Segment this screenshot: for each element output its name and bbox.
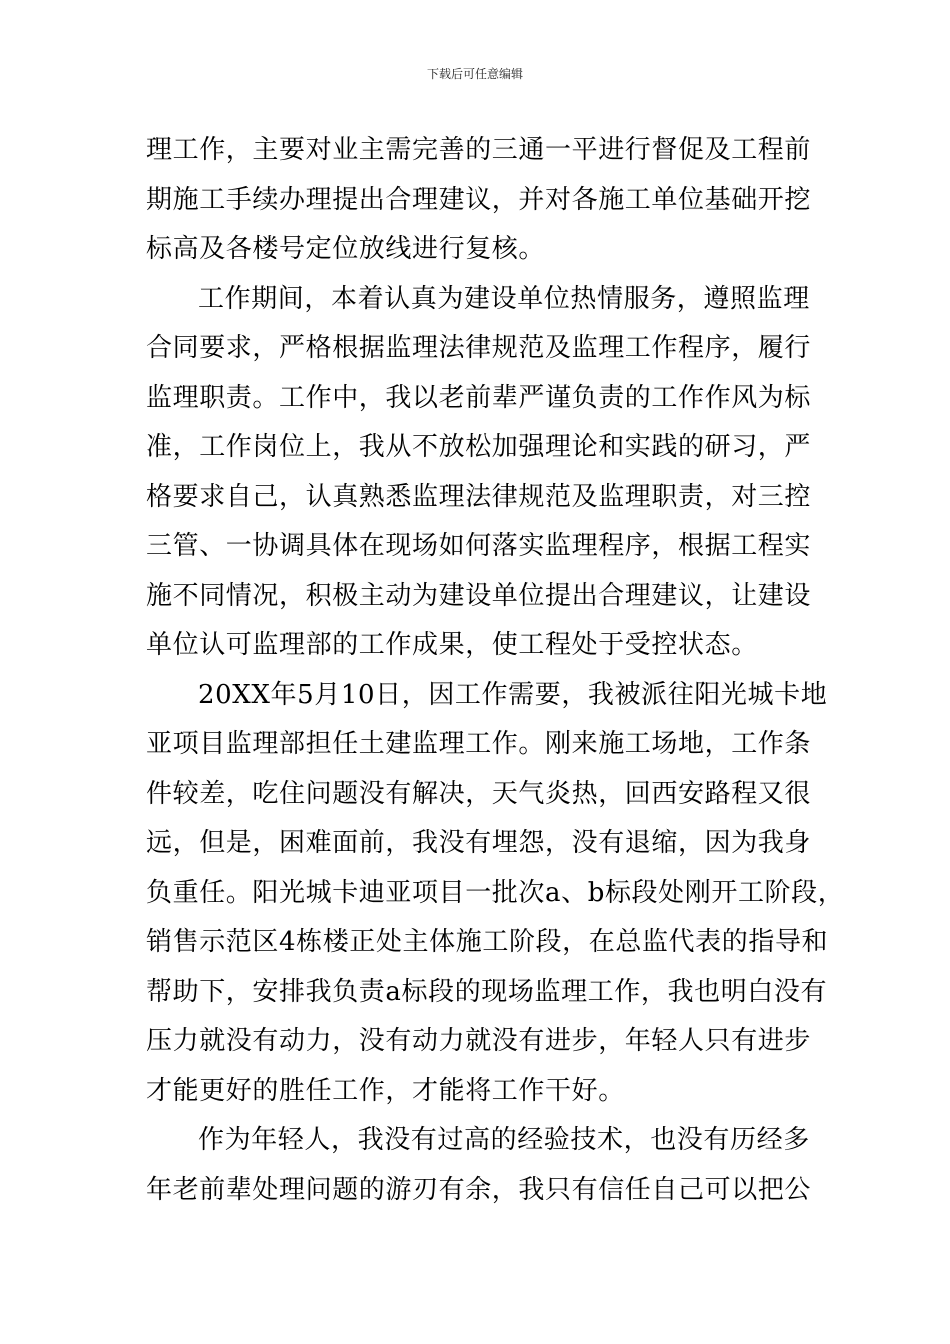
text-line: 才能更好的胜任工作，才能将工作干好。 — [146, 1075, 625, 1106]
paragraph-4 — [146, 1116, 826, 1215]
text-line: 格要求自己，认真熟悉监理法律规范及监理职责，对三控 — [146, 481, 812, 512]
text-line: 工作期间，本着认真为建设单位热情服务，遵照监理 — [198, 283, 810, 314]
document-body — [146, 126, 845, 1215]
paragraph-2 — [146, 275, 826, 671]
text-line: 远，但是，困难面前，我没有埋怨，没有退缩，因为我身 — [146, 828, 812, 858]
paragraph-1 — [146, 126, 826, 275]
text-line: 年老前辈处理问题的游刃有余，我只有信任自己可以把公 — [146, 1174, 812, 1205]
text-line: 20XX年5月10日，因工作需要，我被派往阳光城卡地 — [198, 679, 828, 710]
page-header: 下载后可任意编辑 — [426, 67, 523, 81]
text-line: 作为年轻人，我没有过高的经验技术，也没有历经多 — [198, 1125, 810, 1155]
text-line: 合同要求，严格根据监理法律规范及监理工作程序，履行 — [146, 333, 812, 363]
text-line: 标高及各楼号定位放线进行复核。 — [146, 234, 546, 264]
text-line: 施不同情况，积极主动为建设单位提出合理建议，让建设 — [146, 580, 812, 611]
text-line: 件较差，吃住问题没有解决，天气炎热，回西安路程又很 — [146, 778, 812, 809]
text-line: 压力就没有动力，没有动力就没有进步，年轻人只有进步 — [146, 1026, 812, 1056]
text-line: 准，工作岗位上，我从不放松加强理论和实践的研习，严 — [146, 432, 812, 462]
text-line: 负重任。阳光城卡迪亚项目一批次a、b标段处刚开工阶段， — [146, 877, 845, 908]
text-line: 单位认可监理部的工作成果，使工程处于受控状态。 — [146, 630, 758, 660]
text-line: 期施工手续办理提出合理建议，并对各施工单位基础开挖 — [146, 184, 812, 215]
text-line: 帮助下，安排我负责a标段的现场监理工作，我也明白没有 — [146, 976, 828, 1007]
text-line: 销售示范区4栋楼正处主体施工阶段，在总监代表的指导和 — [146, 927, 829, 957]
text-line: 三管、一协调具体在现场如何落实监理程序，根据工程实 — [146, 531, 812, 561]
text-line: 亚项目监理部担任土建监理工作。刚来施工场地，工作条 — [146, 729, 812, 759]
text-line: 监理职责。工作中，我以老前辈严谨负责的工作作风为标 — [146, 382, 812, 413]
paragraph-3 — [146, 671, 845, 1117]
text-line: 理工作，主要对业主需完善的三通一平进行督促及工程前 — [146, 135, 812, 165]
